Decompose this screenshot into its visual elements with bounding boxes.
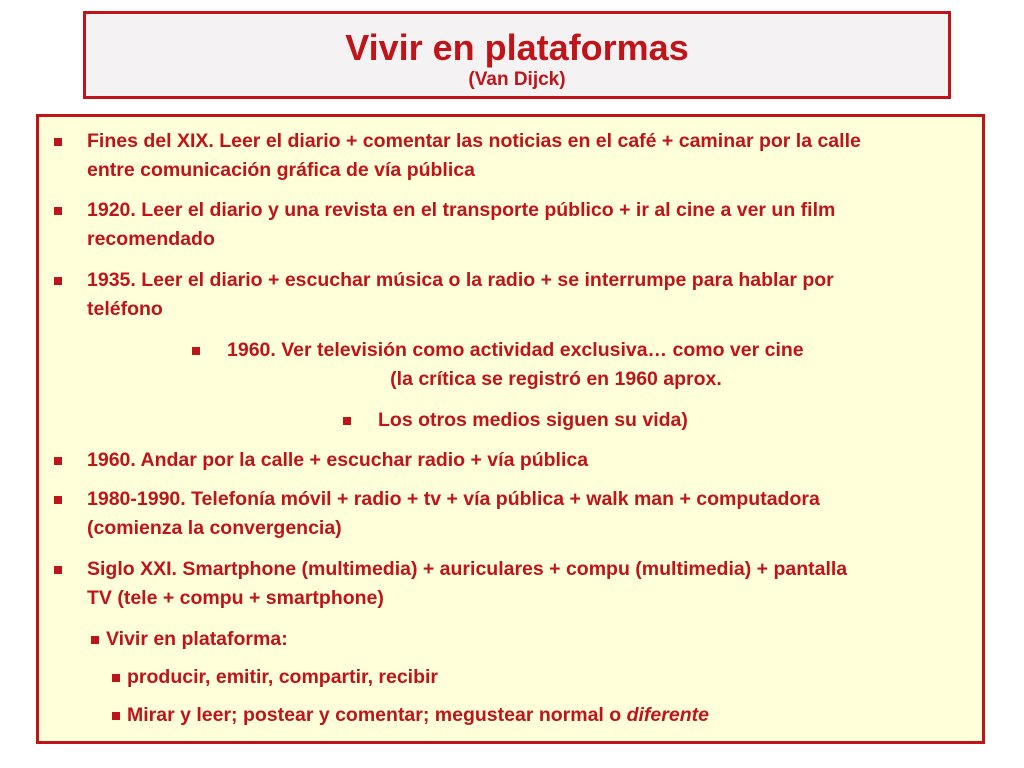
list-item-text: 1935. Leer el diario + escuchar música o la radio + se interrumpe para hablar por [87, 269, 834, 291]
list-item-continuation: entre comunicación gráfica de vía pública [87, 159, 475, 181]
list-item-text: 1920. Leer el diario y una revista en el transporte público + ir al cine a ver un film [87, 199, 836, 221]
list-item-text: 1980-1990. Telefonía móvil + radio + tv + vía pública + walk man + computadora [87, 488, 820, 510]
list-item-text [127, 701, 709, 730]
slide-title: Vivir en plataformas [345, 27, 689, 68]
bullet-square-icon [54, 277, 62, 285]
list-item-text: 1960. Ver televisión como actividad exclusiva… como ver cine [227, 339, 804, 361]
bullet-square-icon [54, 138, 62, 146]
bullet-square-icon [343, 417, 351, 425]
bullet-square-icon [54, 207, 62, 215]
list-item-text: Vivir en plataforma: [106, 628, 288, 650]
list-item-text-main: Mirar y leer; postear y comentar; megustear normal o [127, 704, 627, 726]
list-item-continuation: (comienza la convergencia) [87, 517, 342, 539]
list-item-continuation: (la crítica se registró en 1960 aprox. [390, 368, 722, 390]
list-item-text: 1960. Andar por la calle + escuchar radio + vía pública [87, 449, 589, 471]
list-item-text: Siglo XXI. Smartphone (multimedia) + auriculares + compu (multimedia) + pantalla [87, 558, 848, 580]
bullet-square-icon [54, 566, 62, 574]
bullet-square-icon [112, 674, 120, 682]
list-item-continuation: recomendado [87, 228, 215, 250]
list-item-text: Los otros medios siguen su vida) [378, 409, 688, 431]
title-box [83, 11, 951, 99]
content-box [36, 114, 985, 744]
bullet-square-icon [192, 347, 200, 355]
bullet-square-icon [54, 457, 62, 465]
list-item-continuation: TV (tele + compu + smartphone) [87, 587, 384, 609]
bullet-square-icon [112, 712, 120, 720]
bullet-square-icon [91, 636, 99, 644]
list-item-text: producir, emitir, compartir, recibir [127, 666, 439, 688]
list-item-continuation: teléfono [87, 298, 163, 320]
bullet-square-icon [54, 496, 62, 504]
slide-subtitle: (Van Dijck) [468, 69, 566, 90]
list-item-text-emphasis: diferente [626, 704, 709, 726]
list-item-text: Fines del XIX. Leer el diario + comentar las noticias en el café + caminar por la calle [87, 130, 861, 152]
